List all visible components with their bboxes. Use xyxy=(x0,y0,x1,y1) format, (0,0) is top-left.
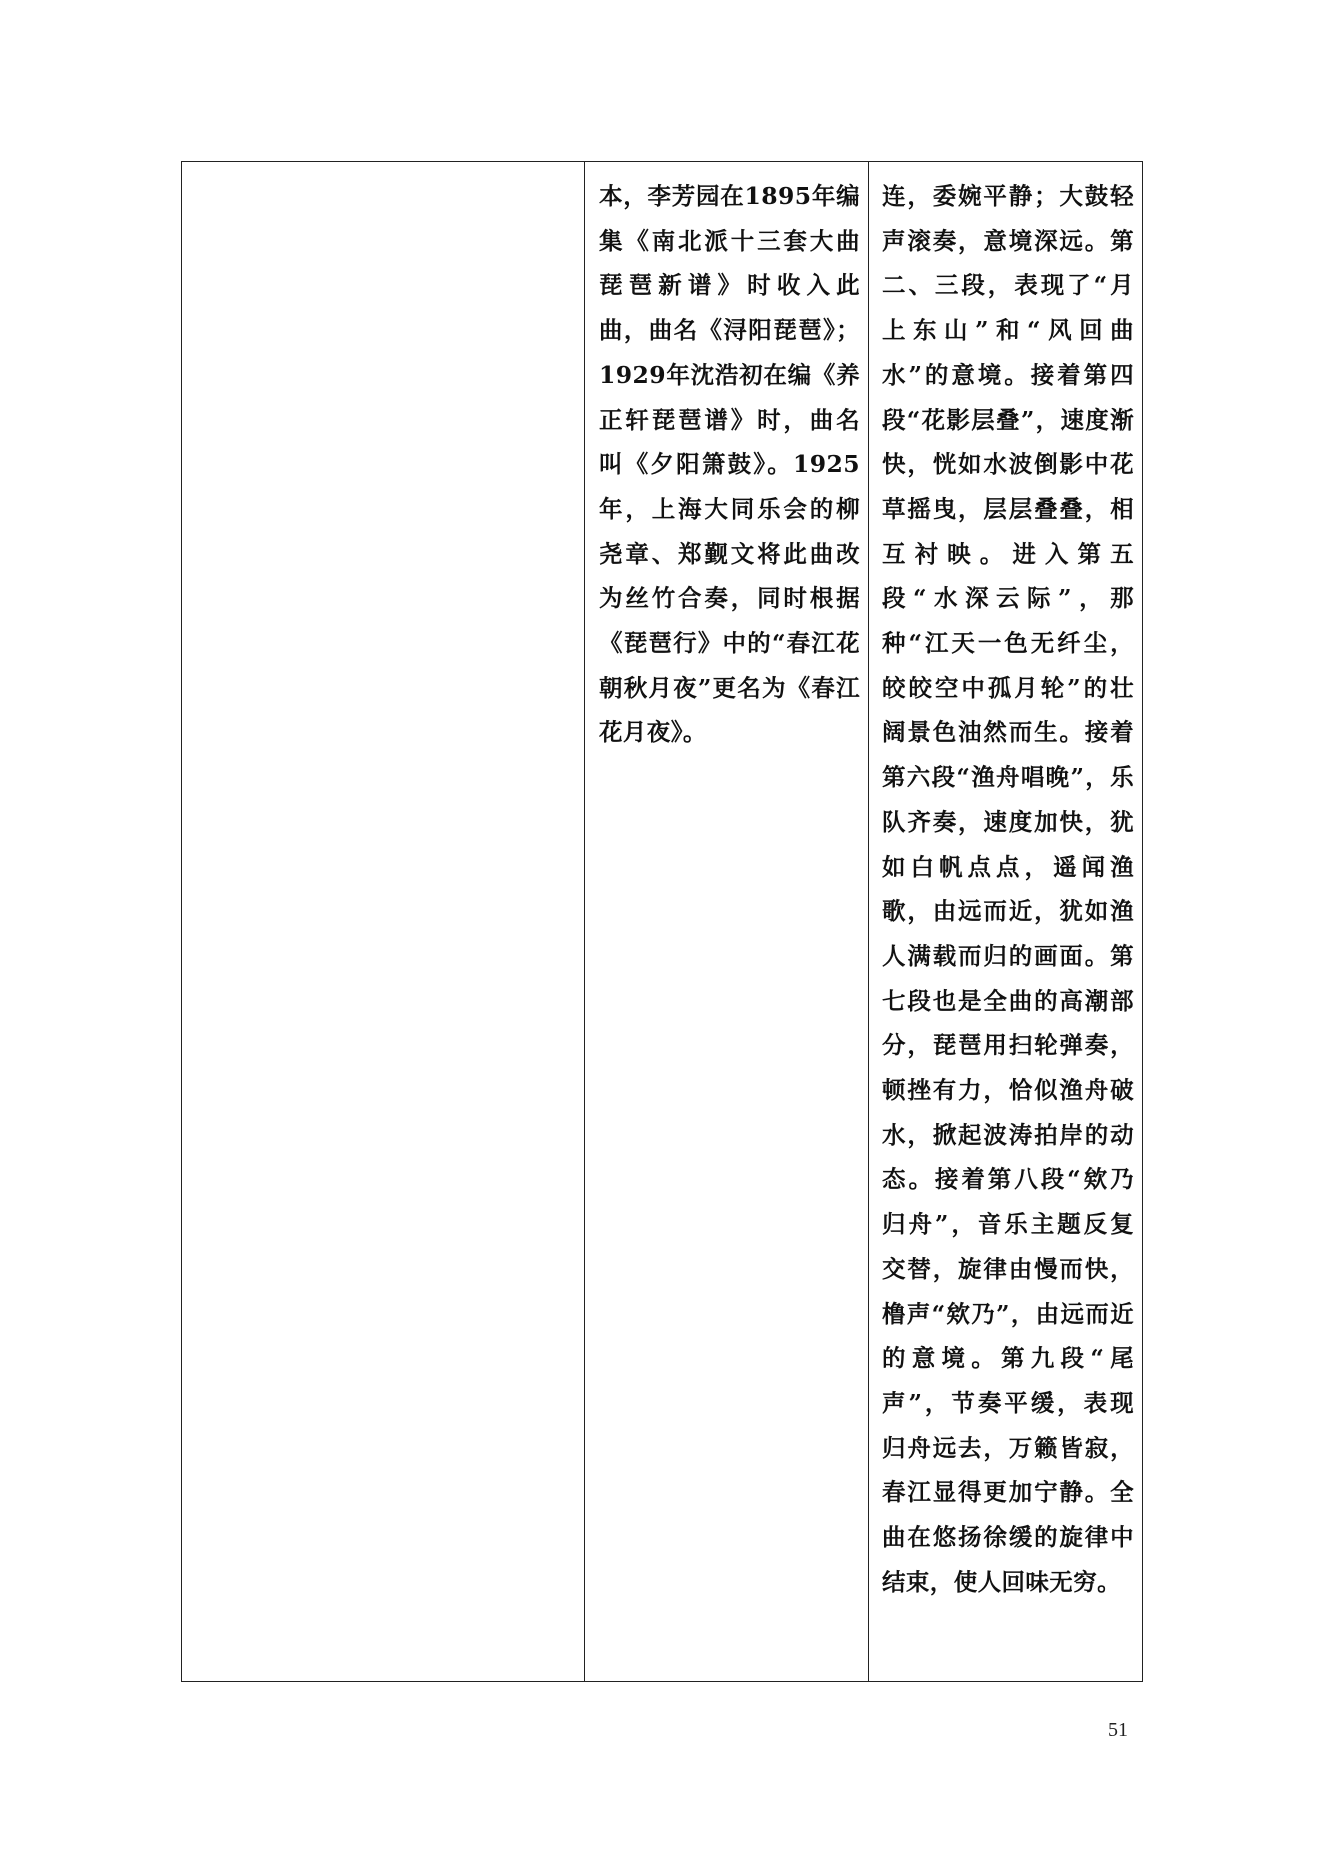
content-table xyxy=(181,161,1143,1682)
cell-text-description: 连，委婉平静；大鼓轻声滚奏，意境深远。第二、三段，表现了“月上东山”和“风回曲水”的意境。接着第四段“花影层叠”，速度渐快，恍如水波倒影中花草摇曳，层层叠叠，相互衬映。进入第五段“水深云际”，那种“江天一色无纤尘，皎皎空中孤月轮”的壮阔景色油然而生。接着第六段“渔舟唱晚”，乐队齐奏，速度加快，犹如白帆点点，遥闻渔歌，由远而近，犹如渔人满载而归的画面。第七段也是全曲的高潮部分，琵琶用扫轮弹奏，顿挫有力，恰似渔舟破水，掀起波涛拍岸的动态。接着第八段“欸乃归舟”，音乐主题反复交替，旋律由慢而快，橹声“欸乃”，由远而近的意境。第九段“尾声”，节奏平缓，表现归舟远去，万籁皆寂，春江显得更加宁静。全曲在悠扬徐缓的旋律中结束，使人回味无穷。 xyxy=(882,182,1134,1596)
table-cell-empty xyxy=(182,162,585,1681)
table-cell-description xyxy=(869,162,1142,1681)
cell-text-history: 本，李芳园在1895年编集《南北派十三套大曲琵琶新谱》时收入此曲，曲名《浔阳琵琶》；1929年沈浩初在编《养正轩琵琶谱》时，曲名叫《夕阳箫鼓》。1925年，上海大同乐会的柳尧章、郑觐文将此曲改为丝竹合奏，同时根据《琵琶行》中的“春江花朝秋月夜”更名为《春江花月夜》。 xyxy=(599,182,860,747)
table-cell-history xyxy=(585,162,869,1681)
page-number: 51 xyxy=(1108,1719,1128,1741)
